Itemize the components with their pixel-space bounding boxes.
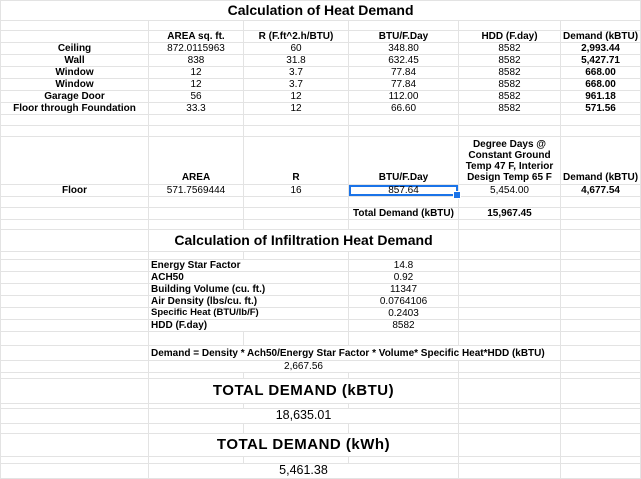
r-cell[interactable]: 12 <box>244 91 349 103</box>
formula-value-row <box>1 361 641 373</box>
param-label-cell[interactable]: Specific Heat (BTU/lb/F) <box>149 308 349 320</box>
col-header-area[interactable]: AREA <box>149 137 244 185</box>
total-kbtu-value-row <box>1 409 641 424</box>
empty-cell[interactable] <box>561 208 641 220</box>
empty-cell[interactable] <box>1 308 149 320</box>
hdd-cell[interactable]: 8582 <box>459 103 561 115</box>
empty-row <box>1 332 641 346</box>
empty-cell[interactable] <box>1 126 149 137</box>
demand-cell[interactable]: 961.18 <box>561 91 641 103</box>
empty-cell[interactable] <box>561 434 641 457</box>
empty-row <box>1 21 641 31</box>
col-header-degree-days[interactable] <box>459 137 561 185</box>
table-row-floor-through-foundation <box>1 103 641 115</box>
empty-cell[interactable] <box>561 296 641 308</box>
empty-cell[interactable] <box>149 21 244 31</box>
table-row-floor <box>1 185 641 197</box>
empty-cell[interactable] <box>561 21 641 31</box>
empty-cell[interactable] <box>244 115 349 126</box>
empty-cell[interactable] <box>244 252 349 260</box>
btu-cell[interactable]: 632.45 <box>349 55 459 67</box>
empty-cell[interactable] <box>459 424 561 434</box>
empty-row <box>1 220 641 230</box>
empty-cell[interactable] <box>561 252 641 260</box>
heat-title-row <box>1 1 641 21</box>
empty-cell[interactable] <box>459 320 561 332</box>
empty-cell[interactable] <box>459 126 561 137</box>
col-header-btu[interactable]: BTU/F.Day <box>349 31 459 43</box>
param-row-hdd <box>1 320 641 332</box>
empty-row <box>1 424 641 434</box>
empty-cell[interactable] <box>561 126 641 137</box>
empty-row <box>1 197 641 208</box>
hdd-cell[interactable]: 8582 <box>459 67 561 79</box>
demand-cell[interactable]: 2,993.44 <box>561 43 641 55</box>
empty-cell[interactable] <box>561 197 641 208</box>
col-header-demand[interactable]: Demand (kBTU) <box>561 31 641 43</box>
empty-cell[interactable] <box>459 260 561 272</box>
empty-cell[interactable] <box>1 272 149 284</box>
table-row-window-2 <box>1 79 641 91</box>
empty-cell[interactable] <box>244 220 349 230</box>
total-kwh-value-row <box>1 464 641 479</box>
selected-cell-btu[interactable] <box>349 185 459 197</box>
formula-value-cell[interactable]: 2,667.56 <box>149 361 459 373</box>
empty-cell[interactable] <box>561 332 641 346</box>
area-cell[interactable]: 571.7569444 <box>149 185 244 197</box>
empty-cell[interactable] <box>459 21 561 31</box>
section-total-row <box>1 208 641 220</box>
label-cell[interactable]: Floor <box>1 185 149 197</box>
hdd-cell[interactable]: 8582 <box>459 91 561 103</box>
empty-cell[interactable] <box>459 220 561 230</box>
empty-cell[interactable] <box>349 126 459 137</box>
demand-cell[interactable]: 5,427.71 <box>561 55 641 67</box>
degree-days-cell[interactable]: 5,454.00 <box>459 185 561 197</box>
empty-cell[interactable] <box>459 379 561 404</box>
total-kwh-label-cell[interactable]: TOTAL DEMAND (kWh) <box>149 434 459 457</box>
area-cell[interactable]: 12 <box>149 67 244 79</box>
param-row-ach50 <box>1 272 641 284</box>
r-cell[interactable]: 3.7 <box>244 79 349 91</box>
label-cell[interactable]: Garage Door <box>1 91 149 103</box>
param-row-specific-heat <box>1 308 641 320</box>
r-cell[interactable]: 60 <box>244 43 349 55</box>
empty-cell[interactable] <box>561 230 641 252</box>
empty-cell[interactable] <box>1 197 149 208</box>
empty-cell[interactable] <box>561 260 641 272</box>
param-label-cell[interactable]: HDD (F.day) <box>149 320 349 332</box>
empty-cell[interactable] <box>1 260 149 272</box>
empty-cell[interactable] <box>459 197 561 208</box>
degree-days-line: Design Temp 65 F <box>467 172 552 183</box>
col-header-r[interactable]: R (F.ft^2.h/BTU) <box>244 31 349 43</box>
param-label-cell[interactable]: Energy Star Factor <box>149 260 349 272</box>
total-kwh-value-cell[interactable]: 5,461.38 <box>149 464 459 479</box>
param-label-cell[interactable]: ACH50 <box>149 272 349 284</box>
empty-cell[interactable] <box>349 21 459 31</box>
empty-cell[interactable] <box>561 308 641 320</box>
col-header-r[interactable]: R <box>244 137 349 185</box>
empty-cell[interactable] <box>459 434 561 457</box>
empty-cell[interactable] <box>244 126 349 137</box>
total-kbtu-label-cell[interactable]: TOTAL DEMAND (kBTU) <box>149 379 459 404</box>
hdd-cell[interactable]: 8582 <box>459 43 561 55</box>
degree-days-line: Degree Days @ <box>472 139 547 150</box>
empty-cell[interactable] <box>1 320 149 332</box>
table-row-window-1 <box>1 67 641 79</box>
empty-cell[interactable] <box>561 272 641 284</box>
empty-cell[interactable] <box>561 320 641 332</box>
empty-cell[interactable] <box>149 424 244 434</box>
empty-cell[interactable] <box>149 220 244 230</box>
empty-cell[interactable] <box>1 409 149 424</box>
hdd-cell[interactable]: 8582 <box>459 79 561 91</box>
empty-cell[interactable] <box>459 464 561 479</box>
empty-cell[interactable] <box>1 208 149 220</box>
area-cell[interactable]: 56 <box>149 91 244 103</box>
selected-cell-value: 857.64 <box>388 185 419 196</box>
empty-cell[interactable] <box>244 424 349 434</box>
empty-cell[interactable] <box>459 230 561 252</box>
empty-cell[interactable] <box>459 252 561 260</box>
empty-cell[interactable] <box>1 252 149 260</box>
empty-cell[interactable] <box>561 361 641 373</box>
table-row-wall <box>1 55 641 67</box>
empty-cell[interactable] <box>349 115 459 126</box>
degree-days-line: Temp 47 F, Interior <box>465 161 554 172</box>
empty-cell[interactable] <box>1 284 149 296</box>
total-kwh-label-row <box>1 434 641 457</box>
col-header-demand[interactable]: Demand (kBTU) <box>561 137 641 185</box>
formula-cell[interactable]: Demand = Density * Ach50/Energy Star Factor * Volume* Specific Heat*HDD (kBTU) <box>149 346 561 361</box>
heat-header-row <box>1 31 641 43</box>
total-kbtu-label-row <box>1 379 641 404</box>
empty-cell[interactable] <box>459 308 561 320</box>
empty-cell[interactable] <box>1 434 149 457</box>
empty-cell[interactable] <box>149 115 244 126</box>
param-row-air-density <box>1 296 641 308</box>
empty-cell[interactable] <box>244 332 349 346</box>
param-row-building-volume <box>1 284 641 296</box>
param-label-cell[interactable]: Air Density (lbs/cu. ft.) <box>149 296 349 308</box>
label-cell[interactable]: Window <box>1 79 149 91</box>
btu-cell[interactable]: 77.84 <box>349 67 459 79</box>
empty-cell[interactable] <box>459 284 561 296</box>
heat-title-cell[interactable]: Calculation of Heat Demand <box>1 1 641 21</box>
empty-cell[interactable] <box>149 252 244 260</box>
label-cell[interactable]: Wall <box>1 55 149 67</box>
demand-cell[interactable]: 4,677.54 <box>561 185 641 197</box>
area-cell[interactable]: 838 <box>149 55 244 67</box>
table-row-ceiling <box>1 43 641 55</box>
param-value-cell[interactable]: 8582 <box>349 320 459 332</box>
r-cell[interactable]: 12 <box>244 103 349 115</box>
empty-cell[interactable] <box>1 115 149 126</box>
btu-cell[interactable]: 112.00 <box>349 91 459 103</box>
param-label-cell[interactable]: Building Volume (cu. ft.) <box>149 284 349 296</box>
empty-cell[interactable] <box>1 457 149 464</box>
col-header-area[interactable]: AREA sq. ft. <box>149 31 244 43</box>
empty-cell[interactable] <box>1 296 149 308</box>
param-row-energy-star-factor <box>1 260 641 272</box>
empty-cell[interactable] <box>1 346 149 361</box>
empty-cell[interactable] <box>1 464 149 479</box>
empty-cell[interactable] <box>561 409 641 424</box>
empty-cell[interactable] <box>561 346 641 361</box>
r-cell[interactable]: 16 <box>244 185 349 197</box>
fill-handle[interactable] <box>453 191 461 199</box>
empty-cell[interactable] <box>459 272 561 284</box>
total-kbtu-value-cell[interactable]: 18,635.01 <box>149 409 459 424</box>
empty-cell[interactable] <box>1 361 149 373</box>
empty-cell[interactable] <box>561 284 641 296</box>
empty-cell[interactable] <box>459 409 561 424</box>
empty-cell[interactable] <box>1 31 149 43</box>
empty-cell[interactable] <box>349 252 459 260</box>
infiltration-title-row <box>1 230 641 252</box>
empty-row <box>1 252 641 260</box>
empty-cell[interactable] <box>244 197 349 208</box>
param-value-cell[interactable]: 0.0764106 <box>349 296 459 308</box>
empty-cell[interactable] <box>349 332 459 346</box>
area-cell[interactable]: 12 <box>149 79 244 91</box>
floor-header-row <box>1 137 641 185</box>
empty-cell[interactable] <box>459 296 561 308</box>
total-demand-label-cell[interactable]: Total Demand (kBTU) <box>349 208 459 220</box>
param-value-cell[interactable]: 11347 <box>349 284 459 296</box>
empty-cell[interactable] <box>561 379 641 404</box>
empty-cell[interactable] <box>149 332 244 346</box>
btu-cell[interactable]: 348.80 <box>349 43 459 55</box>
empty-cell[interactable] <box>1 379 149 404</box>
empty-cell[interactable] <box>561 115 641 126</box>
total-demand-value-cell[interactable]: 15,967.45 <box>459 208 561 220</box>
empty-cell[interactable] <box>459 457 561 464</box>
empty-cell[interactable] <box>1 21 149 31</box>
empty-cell[interactable] <box>1 424 149 434</box>
empty-cell[interactable] <box>459 332 561 346</box>
param-value-cell[interactable]: 14.8 <box>349 260 459 272</box>
empty-cell[interactable] <box>149 208 244 220</box>
empty-row <box>1 115 641 126</box>
empty-cell[interactable] <box>1 137 149 185</box>
empty-cell[interactable] <box>149 126 244 137</box>
empty-cell[interactable] <box>1 332 149 346</box>
param-value-cell[interactable]: 0.2403 <box>349 308 459 320</box>
r-cell[interactable]: 3.7 <box>244 67 349 79</box>
label-cell[interactable]: Window <box>1 67 149 79</box>
label-cell[interactable]: Floor through Foundation <box>1 103 149 115</box>
area-cell[interactable]: 872.0115963 <box>149 43 244 55</box>
btu-cell[interactable]: 66.60 <box>349 103 459 115</box>
empty-cell[interactable] <box>349 424 459 434</box>
empty-cell[interactable] <box>561 457 641 464</box>
label-cell[interactable]: Ceiling <box>1 43 149 55</box>
empty-cell[interactable] <box>1 230 149 252</box>
col-header-hdd[interactable]: HDD (F.day) <box>459 31 561 43</box>
empty-cell[interactable] <box>244 208 349 220</box>
table-row-garage-door <box>1 91 641 103</box>
empty-cell[interactable] <box>349 220 459 230</box>
btu-cell[interactable]: 77.84 <box>349 79 459 91</box>
param-value-cell[interactable]: 0.92 <box>349 272 459 284</box>
empty-cell[interactable] <box>349 457 459 464</box>
empty-cell[interactable] <box>349 197 459 208</box>
empty-cell[interactable] <box>1 220 149 230</box>
empty-cell[interactable] <box>244 21 349 31</box>
col-header-btu[interactable]: BTU/F.Day <box>349 137 459 185</box>
empty-cell[interactable] <box>459 115 561 126</box>
empty-row <box>1 126 641 137</box>
demand-cell[interactable]: 668.00 <box>561 79 641 91</box>
hdd-cell[interactable]: 8582 <box>459 55 561 67</box>
empty-cell[interactable] <box>459 361 561 373</box>
empty-cell[interactable] <box>149 197 244 208</box>
demand-cell[interactable]: 571.56 <box>561 103 641 115</box>
degree-days-line: Constant Ground <box>468 150 551 161</box>
r-cell[interactable]: 31.8 <box>244 55 349 67</box>
empty-cell[interactable] <box>561 220 641 230</box>
formula-row <box>1 346 641 361</box>
empty-cell[interactable] <box>561 464 641 479</box>
area-cell[interactable]: 33.3 <box>149 103 244 115</box>
empty-cell[interactable] <box>561 424 641 434</box>
empty-cell[interactable] <box>149 457 244 464</box>
demand-cell[interactable]: 668.00 <box>561 67 641 79</box>
infiltration-title-cell[interactable]: Calculation of Infiltration Heat Demand <box>149 230 459 252</box>
